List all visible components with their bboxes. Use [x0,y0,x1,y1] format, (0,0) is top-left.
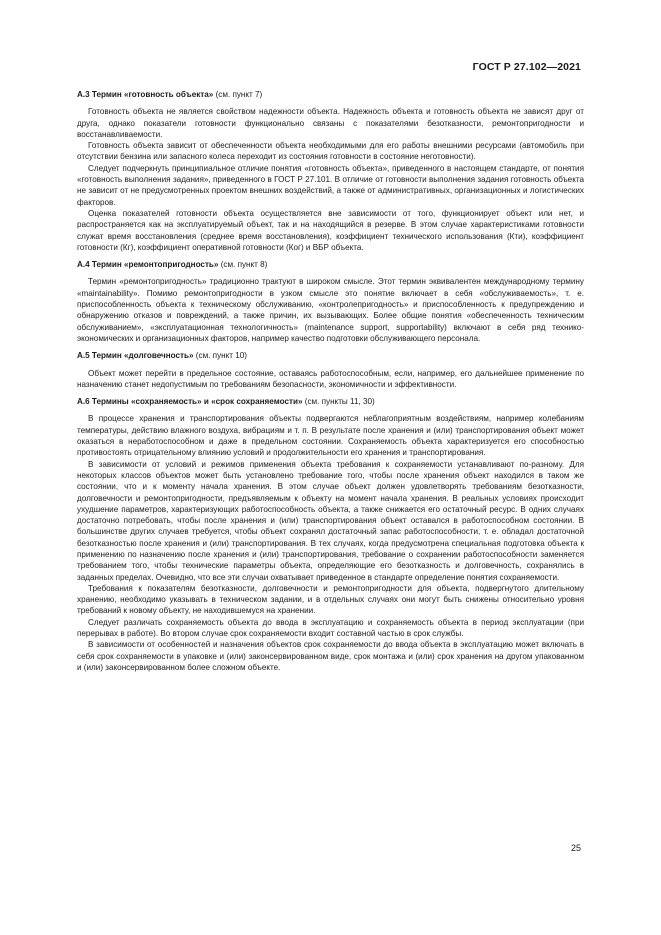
document-id-header: ГОСТ Р 27.102—2021 [472,61,581,73]
page-number: 25 [570,843,581,853]
section-a5 [77,350,584,390]
section-a6 [77,396,584,673]
section-a3 [77,89,584,253]
paragraph: В зависимости от особенностей и назначения объектов срок сохраняемости до ввода объекта в эксплуатацию может включать в себя срок сохраняемости в упаковке и (или) законсервированном виде, срок монтажа и (или) срок хранения на другом упакованном и (или) законсервированном более сложном объекте. [77,640,584,672]
section-a4 [77,259,584,344]
section-heading-title: А.4 Термин «ремонтопригодность» [77,260,219,270]
section-heading-ref: (см. пункты 11, 30) [302,397,375,407]
paragraph: Готовность объекта зависит от обеспеченности объекта необходимыми для его работы внешними ресурсами (автомобиль при отсутствии бензина или запасного колеса переходит из состояния готовности в состояние неготовности). [77,141,584,162]
section-heading [77,396,584,407]
section-heading [77,259,584,270]
paragraph: Следует подчеркнуть принципиальное отличие понятия «готовность объекта», приведенного в настоящем стандарте, от понятия «готовность выполнения задания», приведенного в ГОСТ Р 27.101. В отличие от готовности выполнения задания готовность объекта не зависит от не предусмотренных проектом внешних воздействий, а также от административных, организационных и логистических факторов. [77,163,584,207]
section-heading [77,89,584,100]
paragraph: Требования к показателям безотказности, долговечности и ремонтопригодности для объекта, подвергнутого длительному хранению, необходимо указывать в техническом задании, и в отдельных случаях они могут быть снижены относительно уровня требований к новому объекту, не находившемуся на хранении. [77,583,584,616]
section-heading-ref: (см. пункт 8) [218,260,268,270]
paragraph: В зависимости от условий и режимов применения объекта требования к сохраняемости устанавливают по-разному. Для некоторых классов объектов может быть установлено требование того, чтобы после хранения объект находился в таком же состоянии, что и к моменту начала хранения. В этом случае объект должен удовлетворять требованиям безотказности, долговечности и ремонтопригодности, предъявляемым к объекту на момент начала хранения. В реальных условиях происходит ухудшение параметров, характеризующих работоспособность объекта, а также снижается его остаточный ресурс. В одних случаях достаточно потребовать, чтобы после хранения и (или) транспортирования объект оставался в работоспособном состоянии. В большинстве других случаев требуется, чтобы объект сохранял достаточный запас работоспособности, т. е. обладал достаточной безотказностью после хранения и (или) транспортирования. В тех случаях, когда предусмотрена специальная подготовка объекта к применению по назначению после хранения и (или) транспортирования, требование о сохранении работоспособности заменяется требованием того, чтобы технические параметры объекта, определяющие его безотказность и долговечность, сохранялись в заданных пределах. Очевидно, что все эти случаи охватывает приведенное в стандарте определение понятия сохраняемости. [77,459,584,582]
section-heading-ref: (см. пункт 10) [193,351,247,361]
section-heading-title: А.3 Термин «готовность объекта» [77,90,214,99]
paragraph: Следует различать сохраняемость объекта до ввода в эксплуатацию и сохраняемость объекта в период эксплуатации (при перерывах в работе). Во втором случае срок сохраняемости входит составной частью в срок службы. [77,617,584,639]
paragraph: Оценка показателей готовности объекта осуществляется вне зависимости от того, функционирует объект или нет, и распространяется как на эксплуатируемый объект, так и на находящийся в резерве. В этом случае характеристиками готовности служат время восстановления (среднее время восстановления), коэффициент технического использования (Кти), коэффициент готовности (Кг), коэффициент оперативной готовности (Ког) и ВБР объекта. [77,208,584,252]
section-heading-ref: (см. пункт 7) [213,90,263,99]
section-heading-title: А.6 Термины «сохраняемость» и «срок сохраняемости» [77,397,303,407]
paragraph: В процессе хранения и транспортирования объекты подвергаются неблагоприятным воздействиям, например колебаниям температуры, действию влажного воздуха, вибрациям и т. п. В результате после хранения и (или) транспортирования объект может оказаться в неработоспособном и даже в предельном состоянии. Сохраняемость объекта характеризуется его способностью противостоять отрицательному влиянию условий и продолжительности его хранения и транспортирования. [77,414,584,458]
page-content [77,89,584,679]
paragraph: Готовность объекта не является свойством надежности объекта. Надежность объекта и готовность объекта не зависят друг от друга, однако показатели готовности функционально связаны с показателями безотказности, ремонтопригодности и восстанавливаемости. [77,107,584,139]
section-heading-title: А.5 Термин «долговечность» [77,351,194,361]
paragraph: Объект может перейти в предельное состояние, оставаясь работоспособным, если, например, его дальнейшее применение по назначению станет недопустимым по требованиям безопасности, экономичности и эффективности. [77,368,584,389]
section-heading [77,350,584,361]
paragraph: Термин «ремонтопригодность» традиционно трактуют в широком смысле. Этот термин эквивалентен международному термину «maintainability». Помимо ремонтопригодности в узком смысле это понятие включает в себя «обслуживаемость», т. е. приспособленность объекта к техническому обслуживанию, «контролепригодность» и приспособленность к предупреждению и обнаружению отказов и повреждений, а также причин, их вызывающих. Более общие понятия «обеспеченность техническим обслуживанием», «эксплуатационная технологичность» (maintenance support, supportability) включают в себя ряд технико-экономических и организационных факторов, например качество подготовки обслуживающего персонала. [77,277,584,343]
